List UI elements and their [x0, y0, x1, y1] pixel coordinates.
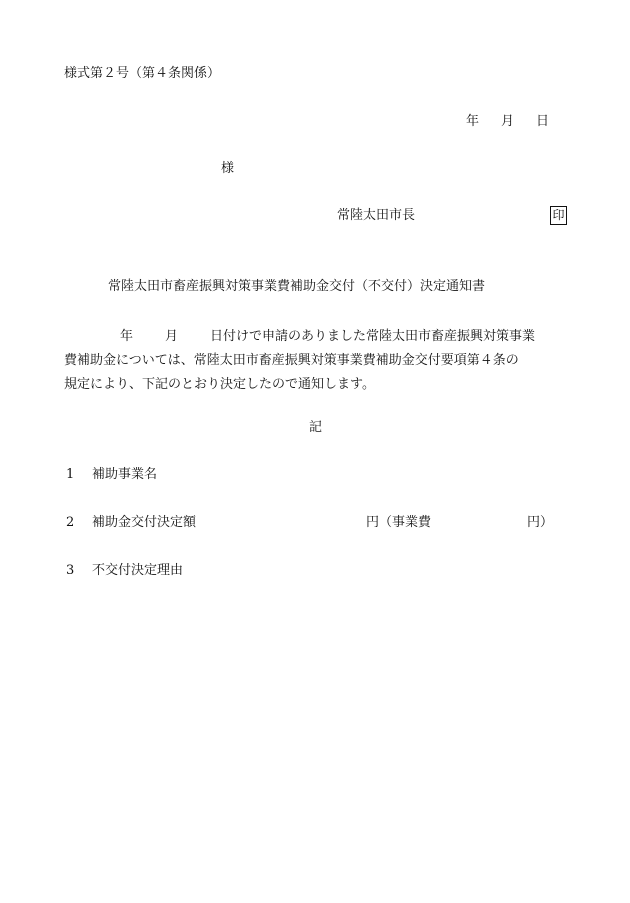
date-year: 年 [466, 114, 480, 129]
body-line-1 [64, 325, 570, 349]
item-label: 不交付決定理由 [92, 563, 184, 578]
issuer-name: 常陸太田市長 [337, 208, 416, 223]
item-label: 補助金交付決定額 [92, 515, 197, 530]
body-year: 年 [120, 329, 134, 344]
item-number: 1 [66, 467, 75, 482]
addressee-suffix: 様 [221, 161, 235, 176]
document-title: 常陸太田市畜産振興対策事業費補助金交付（不交付）決定通知書 [108, 279, 486, 294]
body-line-1-rest: 日付けで申請のありました常陸太田市畜産振興対策事業 [210, 329, 536, 344]
item-number: 2 [66, 515, 75, 530]
item-grant-amount [64, 515, 196, 531]
amount-yen-close: 円） [527, 515, 554, 530]
item-project-name [64, 467, 157, 483]
item-number: 3 [66, 563, 75, 578]
body-month: 月 [165, 329, 179, 344]
body-paragraph [64, 325, 570, 397]
body-line-3: 規定により、下記のとおり決定したので通知します。 [64, 377, 375, 392]
amount-yen-open: 円（事業費 [366, 515, 432, 530]
date-line [466, 114, 549, 130]
form-number: 様式第２号（第４条関係） [64, 66, 221, 81]
date-month: 月 [501, 114, 515, 129]
item-non-grant-reason [64, 563, 183, 579]
body-line-2: 費補助金については、常陸太田市畜産振興対策事業費補助金交付要項第４条の [64, 353, 519, 368]
date-day: 日 [536, 114, 550, 129]
ki-heading: 記 [309, 420, 323, 435]
seal-mark: 印 [550, 206, 567, 225]
item-label: 補助事業名 [92, 467, 158, 482]
